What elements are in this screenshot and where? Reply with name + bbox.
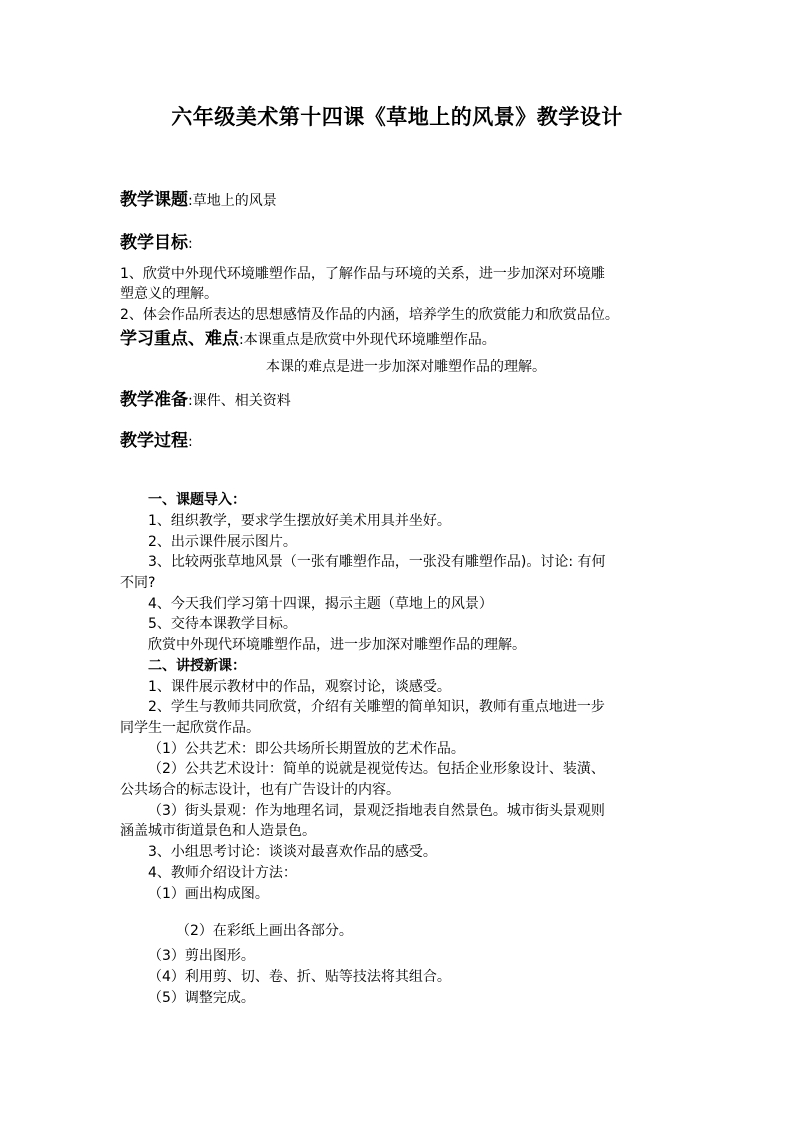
section-1-step-2: 2、出示课件展示图片。: [148, 534, 297, 550]
method-4: （4）利用剪、切、卷、折、贴等技法将其组合。: [148, 969, 451, 985]
section-1-step-1: 1、组织教学，要求学生摆放好美术用具并坐好。: [148, 513, 451, 529]
topic-value: 草地上的风景: [192, 193, 277, 209]
method-3: （3）剪出图形。: [148, 948, 255, 964]
process-heading: [120, 431, 193, 452]
section-1-step-4: 4、今天我们学习第十四课，揭示主题（草地上的风景）: [148, 596, 493, 612]
preparation-line: [120, 390, 291, 411]
section-1-step-3-line-1: 3、比较两张草地风景（一张有雕塑作品，一张没有雕塑作品)。讨论: 有何: [148, 554, 606, 570]
document-title: 六年级美术第十四课《草地上的风景》教学设计: [171, 105, 623, 129]
topic-sep: :: [188, 193, 193, 209]
objectives-heading: [120, 233, 193, 254]
section-2-point-2-line-2: 公共场合的标志设计，也有广告设计的内容。: [120, 782, 400, 798]
objectives-label: 教学目标: [120, 233, 188, 253]
section-2-point-1: （1）公共艺术：即公共场所长期置放的艺术作品。: [148, 741, 465, 757]
key-points-focus: 本课重点是欣赏中外现代环境雕塑作品。: [243, 332, 496, 348]
process-label: 教学过程: [120, 431, 188, 451]
objective-1-line-2: 塑意义的理解。: [120, 286, 218, 302]
section-2-heading: 二、讲授新课：: [148, 658, 246, 674]
section-1-heading: 一、课题导入：: [148, 492, 246, 508]
key-points-sep: :: [239, 332, 244, 348]
section-2-step-2-line-2: 同学生一起欣赏作品。: [120, 720, 260, 736]
method-1: （1）画出构成图。: [148, 886, 269, 902]
key-points-line: [120, 329, 496, 350]
section-2-point-3-line-2: 涵盖城市街道景色和人造景色。: [120, 823, 316, 839]
section-2-step-4: 4、教师介绍设计方法：: [148, 865, 297, 881]
method-5: （5）调整完成。: [148, 990, 255, 1006]
preparation-sep: :: [188, 393, 193, 409]
preparation-value: 课件、相关资料: [192, 393, 291, 409]
section-2-step-2-line-1: 2、学生与教师共同欣赏，介绍有关雕塑的简单知识，教师有重点地进一步: [148, 699, 605, 715]
objectives-sep: :: [188, 236, 193, 252]
section-2-point-3-line-1: （3）街头景观：作为地理名词，景观泛指地表自然景色。城市街头景观则: [148, 803, 605, 819]
topic-label: 教学课题: [120, 190, 188, 210]
section-2-point-2-line-1: （2）公共艺术设计：简单的说就是视觉传达。包括企业形象设计、装潢、: [148, 761, 605, 777]
preparation-label: 教学准备: [120, 390, 188, 410]
method-2: （2）在彩纸上画出各部分。: [176, 923, 353, 939]
section-2-step-3: 3、小组思考讨论：谈谈对最喜欢作品的感受。: [148, 844, 437, 860]
section-1-step-5-detail: 欣赏中外现代环境雕塑作品，进一步加深对雕塑作品的理解。: [148, 637, 526, 653]
process-sep: :: [188, 434, 193, 450]
objective-2: 2、体会作品所表达的思想感情及作品的内涵，培养学生的欣赏能力和欣赏品位。: [120, 307, 619, 323]
key-points-difficulty: 本课的难点是进一步加深对雕塑作品的理解。: [266, 359, 546, 375]
section-1-step-3-line-2: 不同?: [120, 575, 156, 591]
topic-line: [120, 190, 277, 211]
key-points-label: 学习重点、难点: [120, 329, 239, 349]
objective-1-line-1: 1、欣赏中外现代环境雕塑作品，了解作品与环境的关系，进一步加深对环境雕: [120, 266, 605, 282]
section-2-step-1: 1、课件展示教材中的作品，观察讨论，谈感受。: [148, 679, 451, 695]
section-1-step-5: 5、交待本课教学目标。: [148, 616, 297, 632]
